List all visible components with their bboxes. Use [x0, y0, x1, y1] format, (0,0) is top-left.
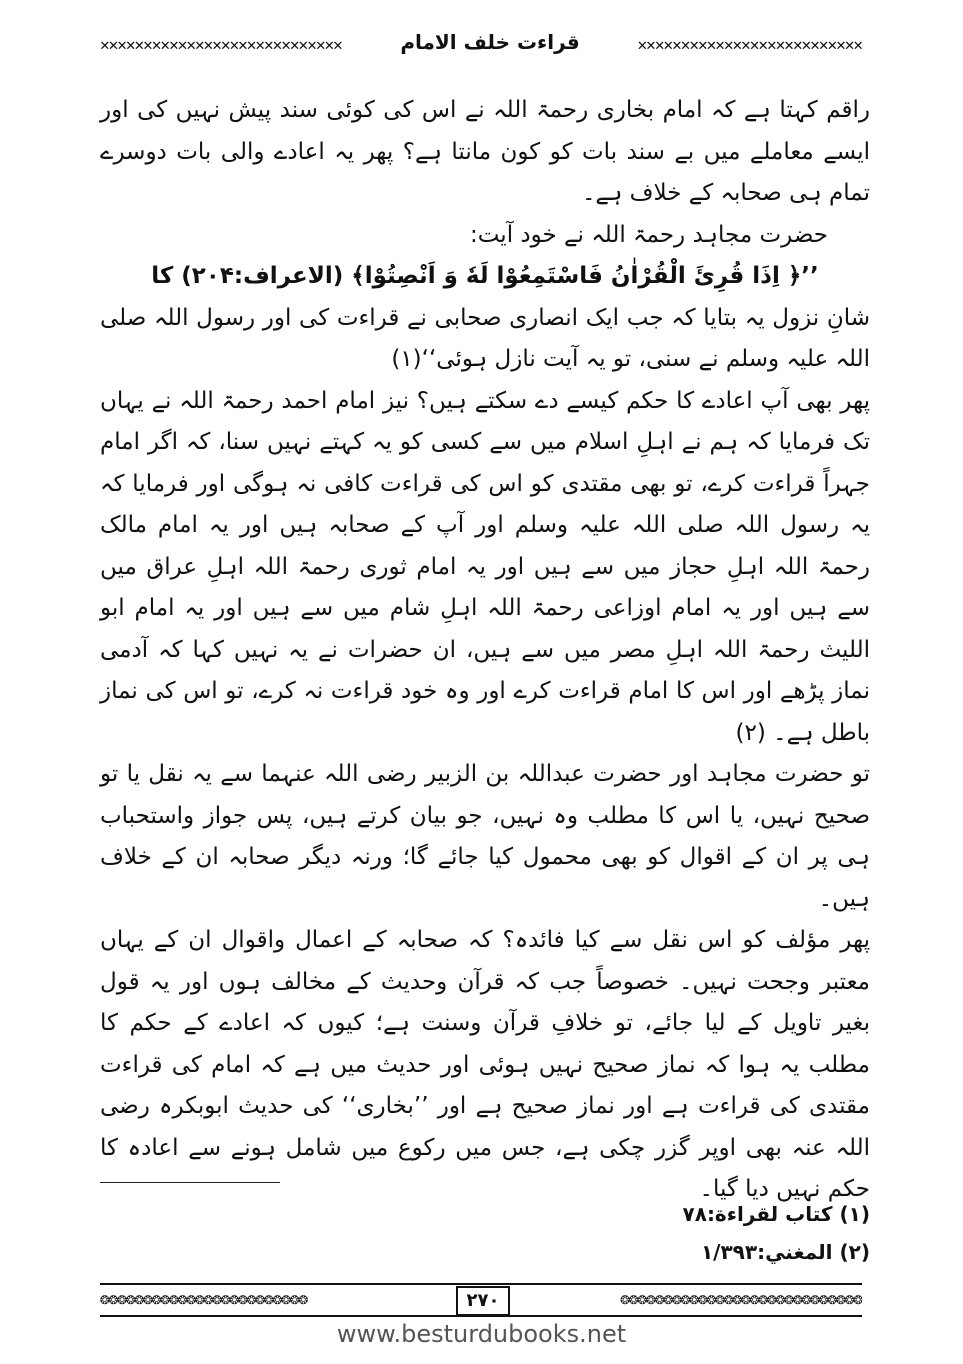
header-ornament-left: ✕✕✕✕✕✕✕✕✕✕✕✕✕✕✕✕✕✕✕✕✕✕✕✕✕✕✕✕	[100, 36, 342, 54]
header-ornament-right: ✕✕✕✕✕✕✕✕✕✕✕✕✕✕✕✕✕✕✕✕✕✕✕✕✕✕	[637, 36, 862, 54]
footer-ornament-left: ❂❂❂❂❂❂❂❂❂❂❂❂❂❂❂❂❂❂❂❂❂❂❂❂	[100, 1289, 308, 1308]
footer-ornament-right: ❂❂❂❂❂❂❂❂❂❂❂❂❂❂❂❂❂❂❂❂❂❂❂❂❂❂❂❂	[620, 1289, 862, 1308]
paragraph-1: راقم کہتا ہے کہ امام بخاری رحمۃ اللہ نے اس کی کوئی سند پیش نہیں کی اور ایسے معاملے میں بے سند بات کو کون مانتا ہے؟ پھر یہ اعادے والی بات دوسرے تمام ہی صحابہ کے خلاف ہے۔	[100, 97, 870, 206]
page-header	[100, 28, 862, 62]
page-footer	[100, 1283, 862, 1317]
paragraph-6: پھر مؤلف کو اس نقل سے کیا فائدہ؟ کہ صحابہ کے اعمال واقوال ان کے یہاں معتبر وجحت نہیں۔ خصوصاً جب کہ قرآن وحدیث کے مخالف ہوں اور یہ قول بغیر تاویل کے لیا جائے، تو خلافِ قرآن وسنت ہے؛ کیوں کہ اعادے کے حکم کا مطلب یہ ہوا کہ نماز صحیح نہیں ہوئی اور حدیث میں ہے کہ امام کی قراءت مقتدی کی قراءت ہے اور نماز صحیح ہے اور ’’بخاری‘‘ کی حدیث ابوبکرہ رضی اللہ عنہ بھی اوپر گزر چکی ہے، جس میں رکوع میں شامل ہونے سے اعادہ کا حکم نہیں دیا گیا۔	[100, 927, 870, 1202]
footnotes	[100, 1195, 870, 1271]
footnote-divider	[100, 1182, 280, 1183]
main-text	[100, 90, 870, 1211]
watermark: www.besturdubooks.net	[336, 1320, 627, 1348]
footnote-2: (۲) المغني:۱/۳۹۳	[700, 1240, 870, 1264]
page-number: ۲۷۰	[456, 1286, 510, 1316]
paragraph-2: حضرت مجاہد رحمۃ اللہ نے خود آیت:	[469, 221, 828, 248]
paragraph-3: شانِ نزول یہ بتایا کہ جب ایک انصاری صحابی نے قراءت کی اور رسول اللہ صلی اللہ علیہ وسلم نے سنی، تو یہ آیت نازل ہوئی‘‘(۱)	[100, 304, 870, 372]
paragraph-4: پھر بھی آپ اعادے کا حکم کیسے دے سکتے ہیں؟ نیز امام احمد رحمۃ اللہ نے یہاں تک فرمایا کہ ہم نے اہلِ اسلام میں سے کسی کو یہ کہتے نہیں سنا، کہ اگر امام جہراً قراءت کرے، تو بھی مقتدی کو اس کی قراءت کافی نہ ہوگی اور فرمایا کہ یہ رسول اللہ صلی اللہ علیہ وسلم اور آپ کے صحابہ ہیں اور یہ امام مالک رحمۃ اللہ اہلِ حجاز میں سے ہیں اور یہ امام ثوری رحمۃ اللہ اہلِ عراق میں سے ہیں اور یہ امام اوزاعی رحمۃ اللہ اہلِ شام میں سے ہیں اور یہ امام ابو اللیث رحمۃ اللہ اہلِ مصر میں سے ہیں، ان حضرات نے یہ نہیں کہا کہ آدمی نماز پڑھے اور اس کا امام قراءت کرے اور وہ خود قراءت نہ کرے، تو اس کی نماز باطل ہے۔ (۲)	[100, 387, 870, 746]
footnote-1: (۱) کتاب لقراءة:۷۸	[682, 1202, 870, 1226]
paragraph-5: تو حضرت مجاہد اور حضرت عبداللہ بن الزبیر رضی اللہ عنہما سے یہ نقل یا تو صحیح نہیں، یا اس کا مطلب وہ نہیں، جو بیان کرتے ہیں، پس جواز واستحباب ہی پر ان کے اقوال کو بھی محمول کیا جائے گا؛ ورنہ دیگر صحابہ ان کے خلاف ہیں۔	[100, 761, 870, 912]
quran-verse: ’’﴿ اِذَا قُرِئَ الْقُرْاٰنُ فَاسْتَمِعُوْا لَهٗ وَ اَنْصِتُوْا﴾ (الاعراف:۲۰۴) کا	[151, 263, 819, 289]
running-title: قراءت خلف الامام	[400, 30, 580, 54]
